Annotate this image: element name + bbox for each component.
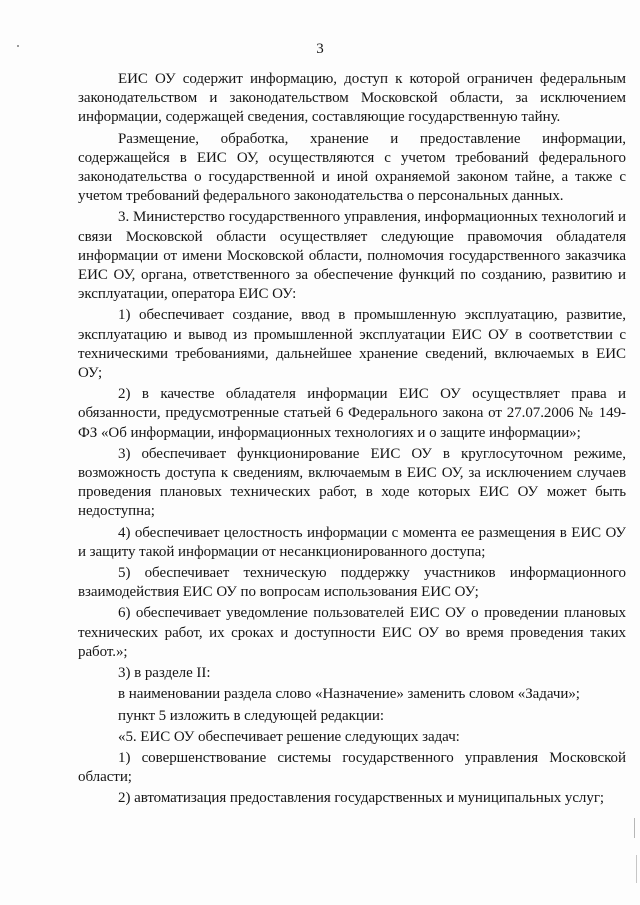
paragraph-restricted-info: ЕИС ОУ содержит информацию, доступ к которой ограничен федеральным законодательством и законодательством Московской области, за исключением информации, содержащей сведения, составляющие государственную тайну. <box>78 71 626 126</box>
scan-edge-mark <box>636 855 637 883</box>
list-item-5: 5) обеспечивает техническую поддержку участников информационного взаимодействия ЕИС ОУ по вопросам использования ЕИС ОУ; <box>78 565 626 601</box>
section-name-change: в наименовании раздела слово «Назначение» заменить словом «Задачи»; <box>118 686 580 703</box>
clause-5-intro: пункт 5 изложить в следующей редакции: <box>118 707 384 724</box>
list-item-1: 1) обеспечивает создание, ввод в промышленную эксплуатацию, развитие, эксплуатацию и вывод из промышленной эксплуатации ЕИС ОУ в соответствии с техническими требованиями, дальнейшее хранение сведений, включаемых в ЕИС ОУ; <box>78 307 626 382</box>
list-item-4: 4) обеспечивает целостность информации с момента ее размещения в ЕИС ОУ и защиту такой информации от несанкционированного доступа; <box>78 524 626 560</box>
list-item-6: 6) обеспечивает уведомление пользователей ЕИС ОУ о проведении плановых технических работ, их сроках и доступности ЕИС ОУ во время проведения таких работ.»; <box>78 605 626 660</box>
task-item-2: 2) автоматизация предоставления государственных и муниципальных услуг; <box>118 790 605 807</box>
list-item-2: 2) в качестве обладателя информации ЕИС ОУ осуществляет права и обязанности, предусмотренные статьей 6 Федерального закона от 27.07.2006 № 149-ФЗ «Об информации, информационных технологиях и о защите информации»; <box>78 386 626 441</box>
scan-edge-mark <box>634 818 635 838</box>
paragraph-ministry-powers: 3. Министерство государственного управления, информационных технологий и связи Московской области осуществляет следующие правомочия обладателя информации от имени Московской области, полномочия государственного заказчика ЕИС ОУ, органа, ответственного за обеспечение функций по созданию, развитию и эксплуатации, оператора ЕИС ОУ: <box>78 209 626 303</box>
clause-5-heading: «5. ЕИС ОУ обеспечивает решение следующих задач: <box>118 728 460 745</box>
task-item-1: 1) совершенствование системы государственного управления Московской области; <box>78 749 626 786</box>
section-ii-heading: 3) в разделе II: <box>118 665 211 682</box>
paragraph-processing: Размещение, обработка, хранение и предоставление информации, содержащейся в ЕИС ОУ, осуществляются с учетом требований федерального законодательства о государственной и иной охраняемой законом тайне, а также с учетом требований федерального законодательства о персональных данных. <box>78 130 626 205</box>
list-item-3: 3) обеспечивает функционирование ЕИС ОУ в круглосуточном режиме, возможность доступа к сведениям, включаемым в ЕИС ОУ, за исключением случаев проведения плановых технических работ, в ходе которых ЕИС ОУ может быть недоступна; <box>78 445 626 520</box>
document-body <box>78 70 626 811</box>
page-number: 3 <box>316 41 324 57</box>
